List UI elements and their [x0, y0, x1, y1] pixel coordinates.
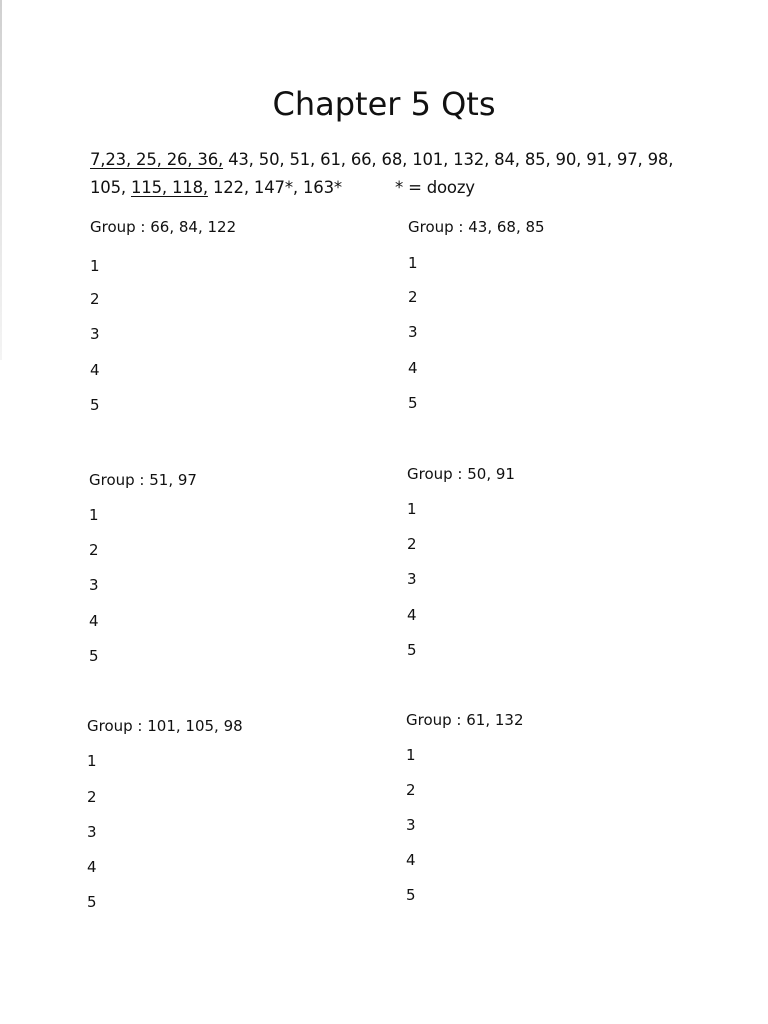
group-item: 3	[90, 325, 100, 343]
underlined-questions: 115, 118,	[130, 178, 208, 197]
group-block	[406, 710, 524, 904]
group-item: 4	[406, 851, 416, 869]
group-item: 2	[406, 781, 416, 799]
group-item: 5	[406, 886, 416, 904]
group-item: 5	[407, 641, 417, 659]
group-title: Group : 43, 68, 85	[408, 218, 545, 236]
group-item: 1	[408, 254, 418, 272]
group-item: 3	[89, 576, 99, 594]
group-item: 2	[407, 535, 417, 553]
group-item: 2	[408, 288, 418, 306]
group-title: Group : 51, 97	[89, 471, 197, 489]
group-item: 1	[406, 746, 416, 764]
group-item: 3	[406, 816, 416, 834]
underlined-questions: 7,23, 25, 26, 36,	[90, 150, 224, 169]
group-item: 4	[407, 606, 417, 624]
questions-text: 43, 50, 51, 61, 66, 68, 101, 132, 84, 85, 90, 91, 97, 98,	[223, 150, 674, 169]
questions-text: 105,	[90, 178, 131, 197]
group-item: 2	[87, 788, 97, 806]
group-block	[87, 716, 243, 911]
group-item: 3	[87, 823, 97, 841]
group-item: 4	[89, 612, 99, 630]
group-item: 1	[89, 506, 99, 524]
group-item: 5	[408, 394, 418, 412]
question-list	[90, 146, 690, 202]
group-item: 3	[407, 570, 417, 588]
group-item: 5	[89, 647, 99, 665]
group-item: 5	[90, 396, 100, 414]
group-item: 2	[89, 541, 99, 559]
page-title: Chapter 5 Qts	[272, 85, 496, 123]
group-item: 4	[90, 361, 100, 379]
group-title: Group : 66, 84, 122	[90, 218, 237, 236]
page-edge-shadow	[0, 0, 2, 360]
question-list-line-1	[90, 146, 690, 174]
question-list-line-2	[90, 174, 690, 202]
group-block	[408, 217, 545, 412]
group-block	[90, 217, 237, 414]
group-item: 1	[407, 500, 417, 518]
group-item: 3	[408, 323, 418, 341]
group-item: 4	[408, 359, 418, 377]
group-title: Group : 101, 105, 98	[87, 717, 243, 735]
questions-text: 122, 147*, 163*	[207, 178, 342, 197]
group-block	[89, 470, 197, 665]
group-title: Group : 61, 132	[406, 711, 524, 729]
group-item: 5	[87, 893, 97, 911]
group-item: 2	[90, 290, 100, 308]
group-item: 4	[87, 858, 97, 876]
group-title: Group : 50, 91	[407, 465, 515, 483]
group-item: 1	[90, 257, 100, 275]
doozy-note: * = doozy	[395, 178, 475, 197]
group-block	[407, 464, 515, 659]
group-item: 1	[87, 752, 97, 770]
